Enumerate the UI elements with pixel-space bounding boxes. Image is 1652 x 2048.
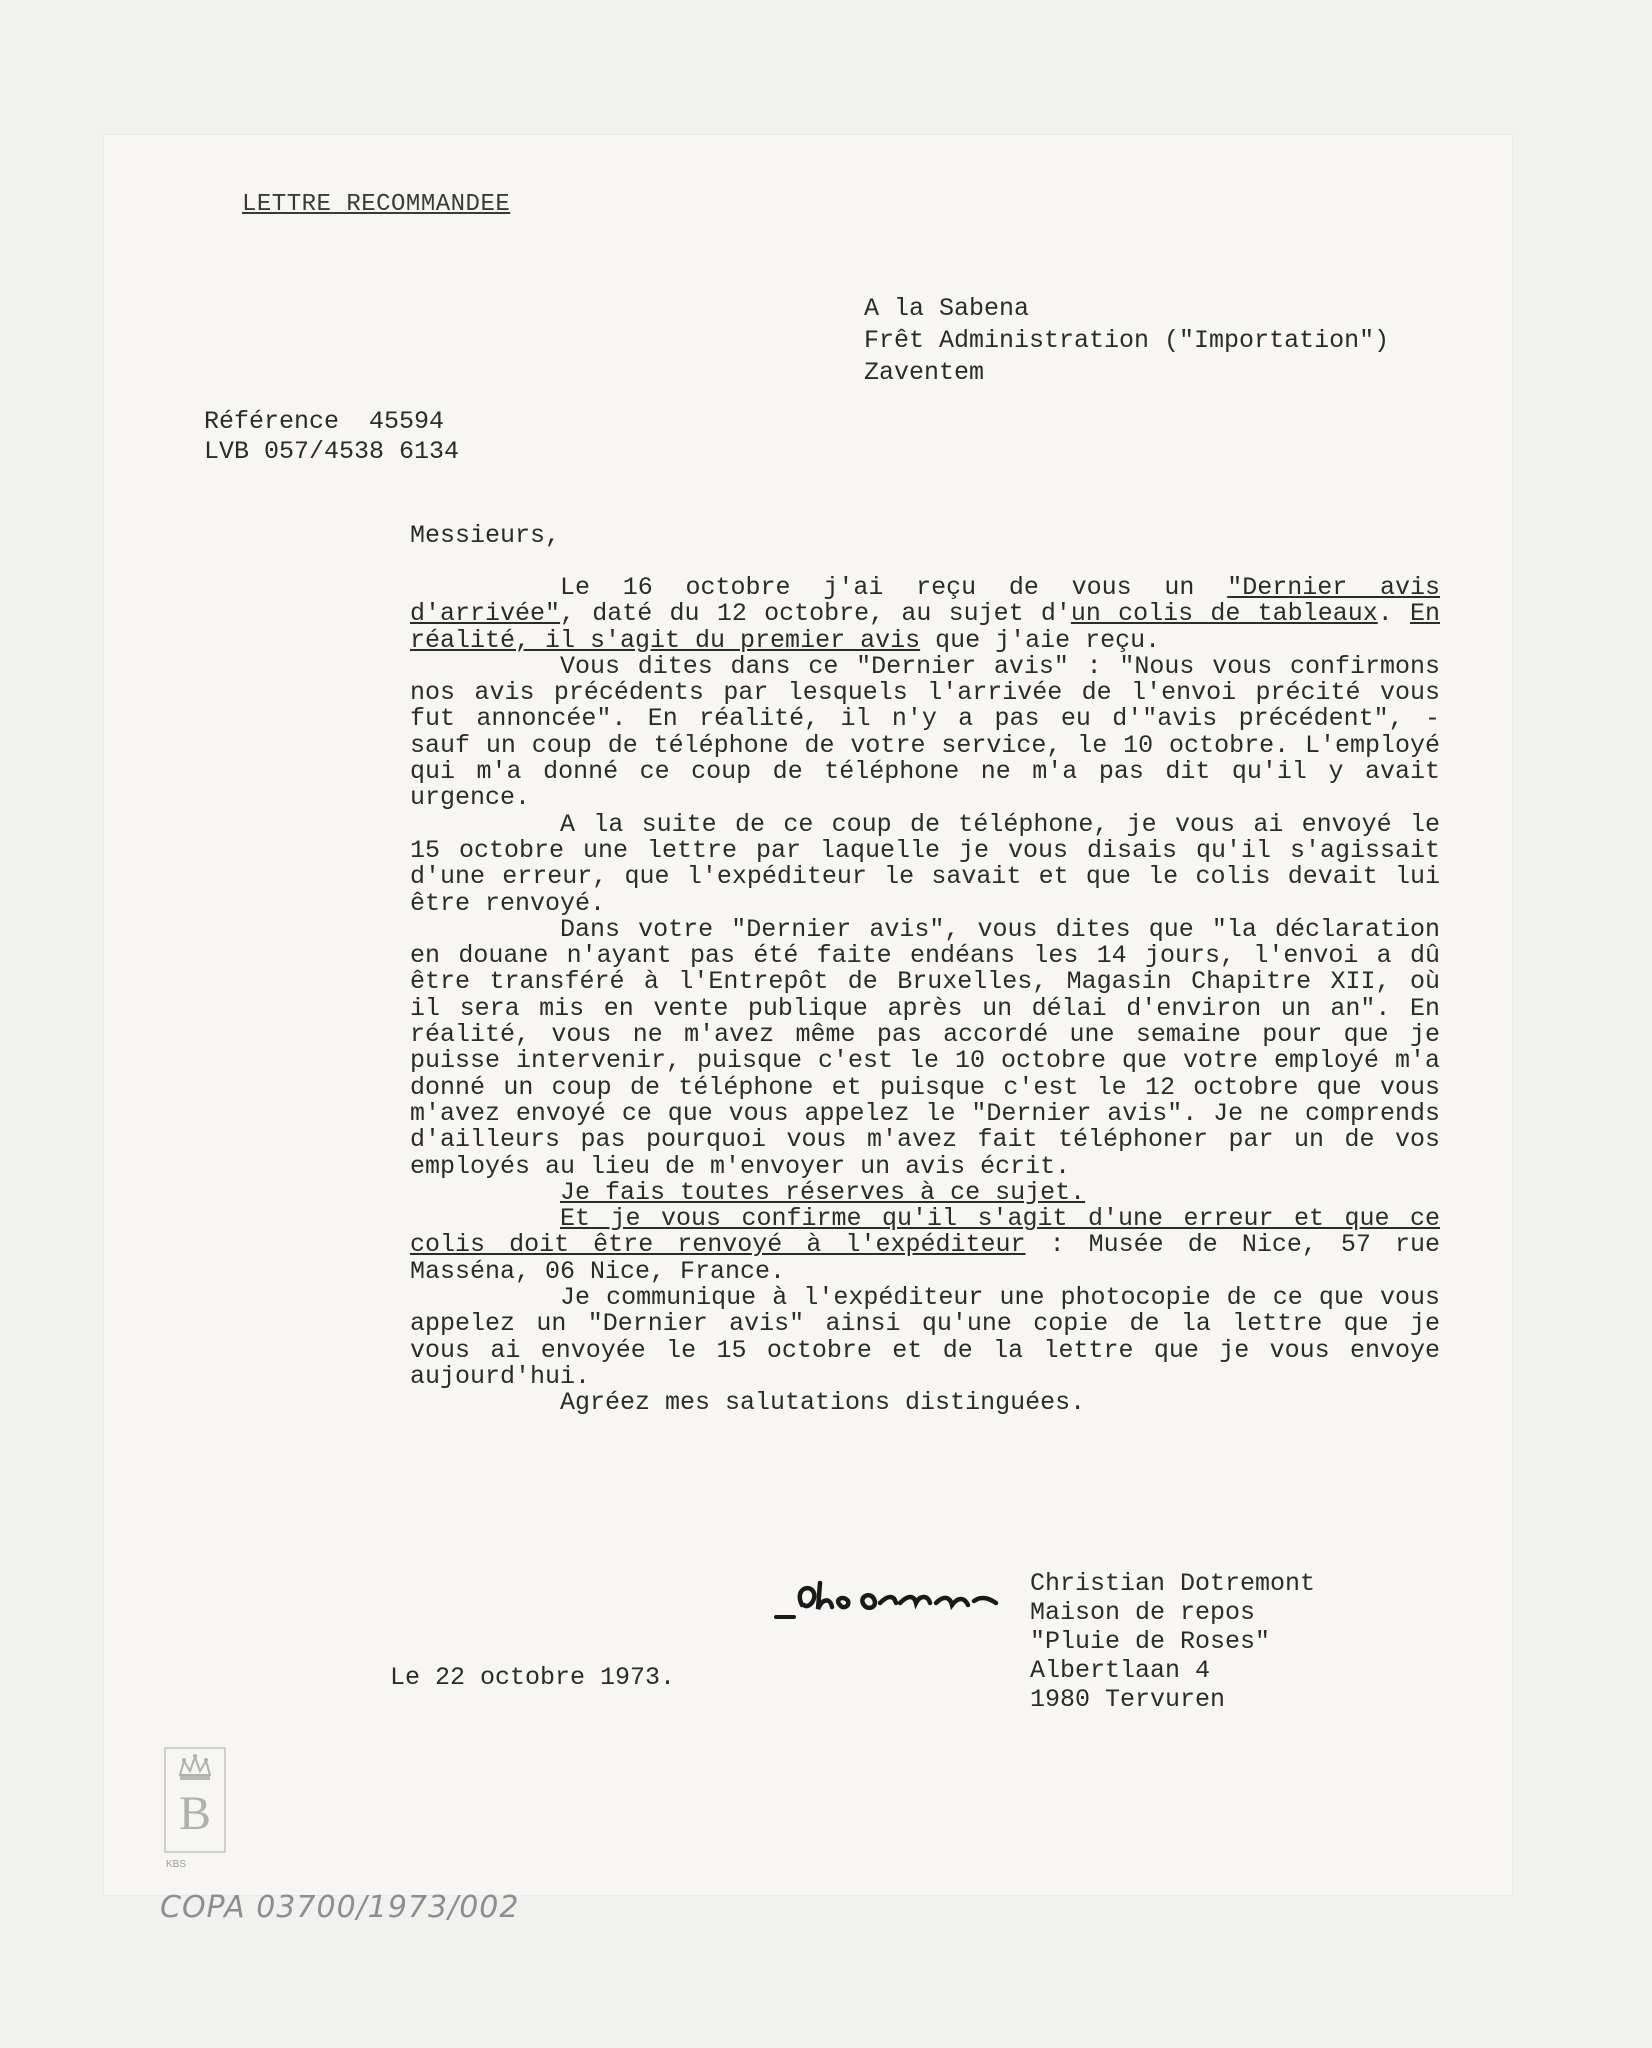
stamp-caption: KBS — [166, 1859, 187, 1870]
letter-heading: LETTRE RECOMMANDEE — [242, 191, 511, 218]
paragraph-1 — [410, 575, 1440, 654]
reference-line-2: LVB 057/4538 6134 — [204, 437, 460, 466]
p1-underlined-premier-avis: En réalité, il s'agit du premier avis — [410, 599, 1440, 655]
p1-text-e: . — [1377, 599, 1410, 629]
reference-block — [204, 407, 459, 467]
address-line-1: A la Sabena — [864, 294, 1030, 323]
p1-text-a: Le 16 octobre j'ai reçu de vous un — [560, 573, 1228, 602]
address-line-3: Zaventem — [864, 358, 985, 387]
p1-text-c: , daté du 12 octobre, au sujet d' — [560, 599, 1071, 629]
paragraph-2: Vous dites dans ce "Dernier avis" : "Nous vous confirmons nos avis précédents par lesquels l'arrivée de l'envoi précité vous fut annoncée". En réalité, il n'y a pas eu d'"avis précédent", - sauf un coup de téléphone de votre service, le 10 octobre. L'employé qui m'a donné ce coup de téléphone ne m'a pas dit qu'il y avait urgence. — [410, 651, 1440, 813]
sender-line-4: Albertlaan 4 — [1030, 1656, 1211, 1685]
closing-line: Agréez mes salutations distinguées. — [560, 1388, 1086, 1418]
p1-text-g: que j'aie reçu. — [920, 625, 1161, 655]
letter-page — [104, 135, 1512, 1895]
paragraph-5: Je fais toutes réserves à ce sujet. — [560, 1177, 1086, 1207]
stamp-letter: B — [178, 1787, 212, 1840]
p1-underlined-colis: un colis de tableaux — [1070, 599, 1378, 629]
signature-block — [764, 1569, 1464, 1739]
address-line-2: Frêt Administration ("Importation") — [864, 326, 1390, 355]
sender-line-5: 1980 Tervuren — [1030, 1685, 1226, 1714]
salutation: Messieurs, — [410, 521, 561, 550]
sender-name: Christian Dotremont — [1030, 1569, 1316, 1598]
library-crown-stamp-icon — [162, 1745, 228, 1855]
handwritten-signature — [764, 1569, 1024, 1629]
p1-underlined-dernier-avis: "Dernier avis d'arrivée" — [410, 573, 1440, 629]
sender-line-2: Maison de repos — [1030, 1598, 1256, 1627]
sender-line-3: "Pluie de Roses" — [1030, 1627, 1271, 1656]
p6-text-b: : Musée de Nice, 57 rue Masséna, 06 Nice, France. — [410, 1230, 1441, 1286]
p6-underlined-text: Et je vous confirme qu'il s'agit d'une erreur et que ce colis doit être renvoyé à l'expéditeur — [410, 1204, 1440, 1260]
paragraph-7: Je communique à l'expéditeur une photocopie de ce que vous appelez un "Dernier avis" ainsi qu'une copie de la lettre que je vous ai envoyée le 15 octobre et de la lettre que je vous envoye aujourd'hui. — [410, 1283, 1440, 1391]
sender-address — [1030, 1569, 1315, 1714]
recipient-address — [864, 293, 1389, 389]
catalog-number: COPA 03700/1973/002 — [160, 1890, 520, 1925]
paragraph-4: Dans votre "Dernier avis", vous dites que "la déclaration en douane n'ayant pas été faite endéans les 14 jours, l'envoi a dû être transféré à l'Entrepôt de Bruxelles, Magasin Chapitre XII, où il sera mis en vente publique après un délai d'environ un an". En réalité, vous ne m'avez même pas accordé une semaine pour que je puisse intervenir, puisque c'est le 10 octobre que votre employé m'a donné un coup de téléphone et puisque c'est le 12 octobre que vous m'avez envoyé ce que vous appelez le "Dernier avis". Je ne comprends d'ailleurs pas pourquoi vous m'avez fait téléphoner par un de vos employés au lieu de m'envoyer un avis écrit. — [410, 914, 1440, 1181]
letter-body — [410, 575, 1440, 1417]
reference-line-1: Référence 45594 — [204, 407, 445, 436]
letter-date: Le 22 octobre 1973. — [390, 1663, 676, 1692]
paragraph-6 — [410, 1206, 1440, 1285]
paragraph-3: A la suite de ce coup de téléphone, je vous ai envoyé le 15 octobre une lettre par laquelle je vous disais qu'il s'agissait d'une erreur, que l'expéditeur le savait et que le colis devait lui être renvoyé. — [410, 809, 1440, 918]
